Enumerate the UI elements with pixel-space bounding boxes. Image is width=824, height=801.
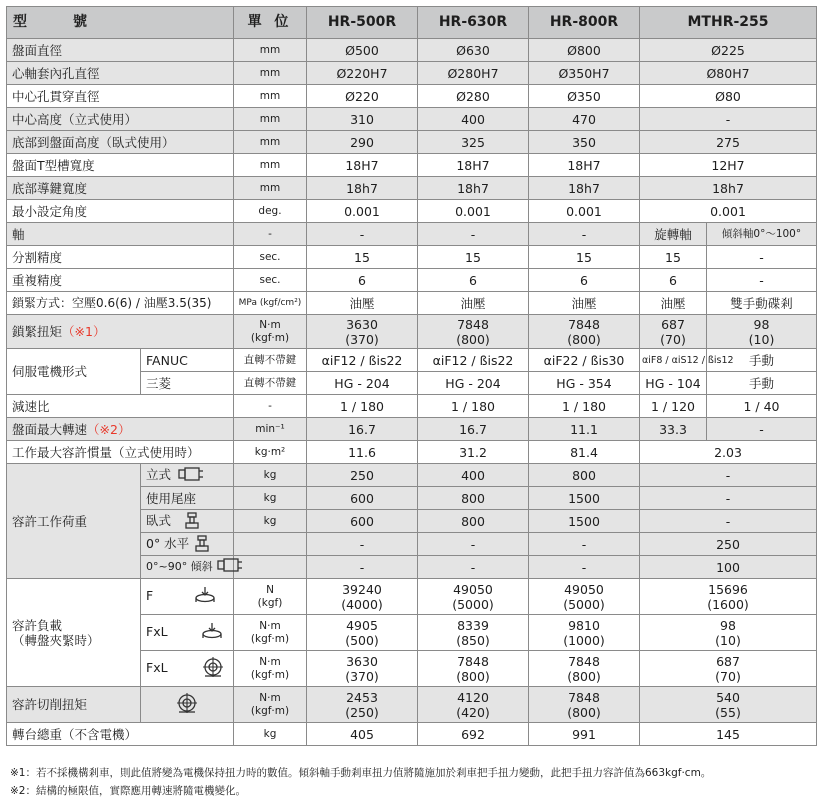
sub-label-text: F bbox=[146, 588, 154, 603]
cell-mthr255: - bbox=[640, 487, 817, 510]
cell-hr800r: 1 / 180 bbox=[529, 395, 640, 418]
cell-mthr255-tilt: 雙手動碟剎 bbox=[707, 292, 817, 315]
side-moment-icon bbox=[202, 657, 224, 680]
row-unit bbox=[234, 315, 307, 349]
cell-hr800r: - bbox=[529, 533, 640, 556]
cell-hr630r: 800 bbox=[418, 510, 529, 533]
row-bore-dia bbox=[7, 62, 817, 85]
cell-mthr255: Ø80 bbox=[640, 85, 817, 108]
footnote-1: ※1：若不採機構剎車，則此值將變為電機保持扭力時的數值。傾斜軸手動剎車扭力值將隨施加於剎車把手扭力變動，此把手扭力容許值為663kgf·cm。 bbox=[10, 767, 712, 779]
value-line: 3630 bbox=[346, 653, 378, 669]
model-header: 型 號 bbox=[7, 7, 234, 39]
row-label: 轉台總重（不含電機） bbox=[7, 723, 234, 746]
row-label: 鎖緊方式：空壓0.6(6) / 油壓3.5(35) bbox=[7, 292, 234, 315]
cell-mthr255-tilt: 1 / 40 bbox=[707, 395, 817, 418]
cell-mthr255 bbox=[640, 579, 817, 615]
cell-hr800r: 1500 bbox=[529, 487, 640, 510]
cell-mthr255-rotary: 1 / 120 bbox=[640, 395, 707, 418]
cell-mthr255: 18h7 bbox=[640, 177, 817, 200]
row-label: 心軸套內孔直徑 bbox=[7, 62, 234, 85]
value-line: 39240 bbox=[342, 581, 382, 597]
row-label: 底部到盤面高度（臥式使用） bbox=[7, 131, 234, 154]
cell-mthr255-tilt: - bbox=[707, 246, 817, 269]
row-unit: mm bbox=[234, 177, 307, 200]
cell-mthr255-rotary: 油壓 bbox=[640, 292, 707, 315]
cell-hr630r bbox=[418, 315, 529, 349]
row-unit bbox=[234, 579, 307, 615]
cell-mthr255-tilt: - bbox=[707, 269, 817, 292]
cell-hr800r bbox=[529, 615, 640, 651]
cell-hr500r: - bbox=[307, 223, 418, 246]
sub-label: 三菱 bbox=[141, 372, 234, 395]
value-line: (10) bbox=[715, 632, 741, 648]
value-line: (800) bbox=[567, 704, 601, 720]
value-line: (4000) bbox=[341, 596, 383, 612]
spec-table bbox=[6, 6, 817, 746]
row-unit: mm bbox=[234, 108, 307, 131]
group-label-line: （轉盤夾緊時） bbox=[12, 632, 100, 648]
row-unit: kg bbox=[234, 487, 307, 510]
row-label-text: 鎖緊扭矩 bbox=[12, 324, 63, 339]
row-label: 容許切削扭矩 bbox=[7, 687, 141, 723]
cell-mthr255: 145 bbox=[640, 723, 817, 746]
row-unit: MPa (kgf/cm²) bbox=[234, 292, 307, 315]
value-line: (800) bbox=[456, 331, 490, 347]
value-line: (5000) bbox=[452, 596, 494, 612]
value-line: 8339 bbox=[457, 617, 489, 633]
model-hr500r: HR-500R bbox=[307, 7, 418, 39]
cell-hr500r: 0.001 bbox=[307, 200, 418, 223]
tilt-angle-icon bbox=[216, 556, 244, 578]
value-line: 687 bbox=[716, 653, 740, 669]
cell-hr500r: 1 / 180 bbox=[307, 395, 418, 418]
cell-hr500r: 310 bbox=[307, 108, 418, 131]
cell-hr630r: 0.001 bbox=[418, 200, 529, 223]
sub-label-text: FxL bbox=[146, 624, 168, 639]
value-line: (70) bbox=[660, 331, 686, 347]
cell-hr800r: 15 bbox=[529, 246, 640, 269]
cell-mthr255: - bbox=[640, 108, 817, 131]
row-label: 最小設定角度 bbox=[7, 200, 234, 223]
cell-mthr255: 275 bbox=[640, 131, 817, 154]
cell-hr500r: 6 bbox=[307, 269, 418, 292]
cell-hr630r: Ø630 bbox=[418, 39, 529, 62]
row-unit: mm bbox=[234, 154, 307, 177]
sub-label-text: 0°~90° 傾斜 bbox=[146, 560, 213, 573]
row-unit bbox=[234, 651, 307, 687]
group-label bbox=[7, 579, 141, 687]
cell-hr800r: - bbox=[529, 556, 640, 579]
cell-mthr255: 0.001 bbox=[640, 200, 817, 223]
cell-hr630r: 油壓 bbox=[418, 292, 529, 315]
cell-mthr255: 2.03 bbox=[640, 441, 817, 464]
value-line: 540 bbox=[716, 689, 740, 705]
sub-label bbox=[141, 579, 234, 615]
value-line: 7848 bbox=[457, 316, 489, 332]
cell-hr800r bbox=[529, 687, 640, 723]
cell-hr800r: 1500 bbox=[529, 510, 640, 533]
row-label bbox=[7, 418, 234, 441]
unit-line: (kgf·m) bbox=[250, 668, 290, 681]
value-line: (1600) bbox=[707, 596, 749, 612]
row-label: 分割精度 bbox=[7, 246, 234, 269]
row-unit: kg·m² bbox=[234, 441, 307, 464]
row-unit: mm bbox=[234, 62, 307, 85]
cell-hr800r: 0.001 bbox=[529, 200, 640, 223]
row-unit bbox=[234, 615, 307, 651]
row-load-vertical bbox=[7, 464, 817, 487]
row-label: 伺服電機形式 bbox=[7, 349, 141, 395]
cell-hr630r: 6 bbox=[418, 269, 529, 292]
row-unit bbox=[234, 556, 307, 579]
cell-mthr255-rotary: αiF8 / αiS12 / ßis12 bbox=[640, 349, 707, 372]
row-servo-fanuc bbox=[7, 349, 817, 372]
sub-label bbox=[141, 615, 234, 651]
axial-force-icon bbox=[195, 586, 215, 607]
sub-label bbox=[141, 651, 234, 687]
row-label: 工作最大容許慣量（立式使用時） bbox=[7, 441, 234, 464]
value-line: (800) bbox=[567, 331, 601, 347]
cell-hr800r: Ø350H7 bbox=[529, 62, 640, 85]
footnote-ref-2: （※2） bbox=[87, 421, 131, 437]
cell-hr500r: 15 bbox=[307, 246, 418, 269]
cell-mthr255 bbox=[640, 615, 817, 651]
cell-hr500r: 600 bbox=[307, 510, 418, 533]
tilt-horizontal-icon bbox=[195, 534, 209, 555]
cell-hr630r: 18H7 bbox=[418, 154, 529, 177]
cell-mthr255: 12H7 bbox=[640, 154, 817, 177]
cell-mthr255: Ø225 bbox=[640, 39, 817, 62]
value-line: (850) bbox=[456, 632, 490, 648]
row-unit bbox=[234, 687, 307, 723]
cell-hr630r: - bbox=[418, 533, 529, 556]
cell-hr500r: αiF12 / ßis22 bbox=[307, 349, 418, 372]
cell-hr800r bbox=[529, 315, 640, 349]
value-line: (420) bbox=[456, 704, 490, 720]
cell-hr800r: 470 bbox=[529, 108, 640, 131]
cell-hr500r: 18H7 bbox=[307, 154, 418, 177]
cell-hr500r: Ø220H7 bbox=[307, 62, 418, 85]
cell-mthr255-tilt: 手動 bbox=[707, 349, 817, 372]
sub-label-text: 立式 bbox=[146, 466, 172, 482]
value-line: 49050 bbox=[564, 581, 604, 597]
row-unit: mm bbox=[234, 85, 307, 108]
cell-hr500r: 18h7 bbox=[307, 177, 418, 200]
value-line: 15696 bbox=[708, 581, 748, 597]
cell-hr800r: 800 bbox=[529, 464, 640, 487]
cell-hr800r: HG - 354 bbox=[529, 372, 640, 395]
cell-hr630r: 800 bbox=[418, 487, 529, 510]
cell-mthr255: Ø80H7 bbox=[640, 62, 817, 85]
cell-hr630r bbox=[418, 651, 529, 687]
cell-hr800r: 6 bbox=[529, 269, 640, 292]
value-line: (10) bbox=[748, 331, 775, 347]
cell-hr500r bbox=[307, 651, 418, 687]
cell-hr630r bbox=[418, 615, 529, 651]
cell-hr500r bbox=[307, 615, 418, 651]
row-through-dia bbox=[7, 85, 817, 108]
unit-line: N·m bbox=[259, 655, 281, 668]
cell-mthr255-rotary: 15 bbox=[640, 246, 707, 269]
unit-line: N·m bbox=[259, 691, 281, 704]
row-repeat-accuracy bbox=[7, 269, 817, 292]
row-base-height bbox=[7, 131, 817, 154]
cell-mthr255 bbox=[640, 651, 817, 687]
cell-hr500r: Ø500 bbox=[307, 39, 418, 62]
vertical-table-icon bbox=[177, 465, 205, 486]
unit-line: (kgf·m) bbox=[250, 331, 290, 344]
cell-hr500r: - bbox=[307, 556, 418, 579]
cell-hr800r bbox=[529, 651, 640, 687]
cell-hr630r: HG - 204 bbox=[418, 372, 529, 395]
cell-hr630r: 15 bbox=[418, 246, 529, 269]
sub-label-text: 臥式 bbox=[146, 512, 172, 528]
cell-hr630r: - bbox=[418, 223, 529, 246]
row-label: 軸 bbox=[7, 223, 234, 246]
row-max-speed bbox=[7, 418, 817, 441]
sub-label bbox=[141, 464, 234, 487]
cell-mthr255-tilt: 手動 bbox=[707, 372, 817, 395]
sub-label: FANUC bbox=[141, 349, 234, 372]
unit-line: N·m bbox=[259, 318, 281, 331]
cell-mthr255-rotary: HG - 104 bbox=[640, 372, 707, 395]
cell-mthr255-tilt: - bbox=[707, 418, 817, 441]
row-unit: kg bbox=[234, 723, 307, 746]
sub-label: 使用尾座 bbox=[141, 487, 234, 510]
cell-hr500r bbox=[307, 315, 418, 349]
cell-hr500r: 油壓 bbox=[307, 292, 418, 315]
cell-hr630r: 1 / 180 bbox=[418, 395, 529, 418]
row-label: 盤面T型槽寬度 bbox=[7, 154, 234, 177]
moment-load-icon bbox=[202, 622, 222, 643]
value-line: (1000) bbox=[563, 632, 605, 648]
row-unit: min⁻¹ bbox=[234, 418, 307, 441]
row-label: 中心孔貫穿直徑 bbox=[7, 85, 234, 108]
cell-mthr255 bbox=[640, 687, 817, 723]
value-line: 98 bbox=[753, 316, 770, 332]
sub-label-text: 0° 水平 bbox=[146, 535, 190, 551]
cell-hr800r: αiF22 / ßis30 bbox=[529, 349, 640, 372]
cell-hr630r: 18h7 bbox=[418, 177, 529, 200]
unit-line: (kgf·m) bbox=[250, 632, 290, 645]
row-weight bbox=[7, 723, 817, 746]
unit-header: 單 位 bbox=[234, 7, 307, 39]
cell-hr800r: Ø800 bbox=[529, 39, 640, 62]
cell-hr630r bbox=[418, 687, 529, 723]
row-label: 底部導鍵寬度 bbox=[7, 177, 234, 200]
cell-hr630r: 31.2 bbox=[418, 441, 529, 464]
row-unit: 直轉不帶鍵 bbox=[234, 349, 307, 372]
row-inertia bbox=[7, 441, 817, 464]
sub-label bbox=[141, 533, 234, 556]
value-line: (800) bbox=[567, 668, 601, 684]
row-unit: - bbox=[234, 223, 307, 246]
value-line: 98 bbox=[720, 617, 736, 633]
value-line: 3630 bbox=[346, 316, 378, 332]
row-tslot bbox=[7, 154, 817, 177]
value-line: (250) bbox=[345, 704, 379, 720]
value-line: 7848 bbox=[457, 653, 489, 669]
sub-label bbox=[141, 556, 234, 579]
cell-hr800r: 81.4 bbox=[529, 441, 640, 464]
value-line: 7848 bbox=[568, 653, 600, 669]
row-unit: kg bbox=[234, 464, 307, 487]
sub-label-text: FxL bbox=[146, 660, 168, 675]
cell-hr800r: - bbox=[529, 223, 640, 246]
cutting-torque-icon bbox=[176, 693, 198, 716]
cell-hr800r bbox=[529, 579, 640, 615]
cell-mthr255: - bbox=[640, 510, 817, 533]
row-clamp-type bbox=[7, 292, 817, 315]
cell-hr500r: 11.6 bbox=[307, 441, 418, 464]
value-line: 2453 bbox=[346, 689, 378, 705]
cell-hr800r: 18h7 bbox=[529, 177, 640, 200]
row-unit: sec. bbox=[234, 246, 307, 269]
cell-hr800r: Ø350 bbox=[529, 85, 640, 108]
cell-hr500r: 290 bbox=[307, 131, 418, 154]
unit-line: (kgf·m) bbox=[250, 704, 290, 717]
value-line: 49050 bbox=[453, 581, 493, 597]
cell-mthr255-rotary: 33.3 bbox=[640, 418, 707, 441]
value-line: 7848 bbox=[568, 689, 600, 705]
row-unit: - bbox=[234, 395, 307, 418]
value-line: (800) bbox=[456, 668, 490, 684]
row-unit: kg bbox=[234, 510, 307, 533]
value-line: 7848 bbox=[568, 316, 600, 332]
value-line: 687 bbox=[661, 316, 685, 332]
cell-hr800r: 991 bbox=[529, 723, 640, 746]
row-unit: deg. bbox=[234, 200, 307, 223]
row-label: 中心高度（立式使用） bbox=[7, 108, 234, 131]
cell-hr630r: αiF12 / ßis22 bbox=[418, 349, 529, 372]
value-line: 4120 bbox=[457, 689, 489, 705]
cell-hr630r: 400 bbox=[418, 108, 529, 131]
cell-hr500r: 405 bbox=[307, 723, 418, 746]
row-unit: sec. bbox=[234, 269, 307, 292]
cell-mthr255-tilt bbox=[707, 315, 817, 349]
value-line: (370) bbox=[345, 668, 379, 684]
cell-hr630r: 325 bbox=[418, 131, 529, 154]
row-axis bbox=[7, 223, 817, 246]
footnote-2: ※2：結構的極限值，實際應用轉速將隨電機變化。 bbox=[10, 785, 246, 797]
cell-hr500r: - bbox=[307, 533, 418, 556]
row-label bbox=[7, 315, 234, 349]
model-mthr255: MTHR-255 bbox=[640, 7, 817, 39]
cell-hr800r: 11.1 bbox=[529, 418, 640, 441]
cell-hr630r: 692 bbox=[418, 723, 529, 746]
value-line: 4905 bbox=[346, 617, 378, 633]
cell-hr500r: HG - 204 bbox=[307, 372, 418, 395]
cell-hr630r: - bbox=[418, 556, 529, 579]
cell-mthr255-rotary: 旋轉軸 bbox=[640, 223, 707, 246]
row-min-angle bbox=[7, 200, 817, 223]
unit-line: N·m bbox=[259, 619, 281, 632]
cell-hr630r: 16.7 bbox=[418, 418, 529, 441]
row-unit: mm bbox=[234, 131, 307, 154]
cell-hr800r: 18H7 bbox=[529, 154, 640, 177]
row-label: 重複精度 bbox=[7, 269, 234, 292]
model-hr800r: HR-800R bbox=[529, 7, 640, 39]
horizontal-table-icon bbox=[185, 511, 199, 532]
cell-mthr255: 100 bbox=[640, 556, 817, 579]
row-plate-dia bbox=[7, 39, 817, 62]
cell-hr500r bbox=[307, 579, 418, 615]
row-key-width bbox=[7, 177, 817, 200]
cell-mthr255-rotary: 6 bbox=[640, 269, 707, 292]
row-clamp-torque bbox=[7, 315, 817, 349]
header-row bbox=[7, 7, 817, 39]
row-unit bbox=[234, 533, 307, 556]
group-label-line: 容許負載 bbox=[12, 617, 63, 633]
value-line: (70) bbox=[715, 668, 741, 684]
footnote-ref-1: （※1） bbox=[62, 324, 106, 339]
value-line: 9810 bbox=[568, 617, 600, 633]
cell-hr500r: 600 bbox=[307, 487, 418, 510]
row-label: 盤面直徑 bbox=[7, 39, 234, 62]
row-label: 減速比 bbox=[7, 395, 234, 418]
value-line: (500) bbox=[345, 632, 379, 648]
cell-mthr255: 250 bbox=[640, 533, 817, 556]
cell-hr630r bbox=[418, 579, 529, 615]
cell-hr800r: 油壓 bbox=[529, 292, 640, 315]
value-line: (55) bbox=[715, 704, 741, 720]
row-cut-torque bbox=[7, 687, 817, 723]
cell-hr500r: 16.7 bbox=[307, 418, 418, 441]
cell-hr630r: Ø280H7 bbox=[418, 62, 529, 85]
model-hr630r: HR-630R bbox=[418, 7, 529, 39]
cell-hr500r: Ø220 bbox=[307, 85, 418, 108]
cell-mthr255: - bbox=[640, 464, 817, 487]
unit-line: (kgf) bbox=[257, 596, 283, 609]
row-ratio bbox=[7, 395, 817, 418]
row-label-text: 盤面最大轉速 bbox=[12, 421, 88, 437]
cell-hr500r: 250 bbox=[307, 464, 418, 487]
cell-hr500r bbox=[307, 687, 418, 723]
cell-hr630r: 400 bbox=[418, 464, 529, 487]
row-index-accuracy bbox=[7, 246, 817, 269]
value-line: (370) bbox=[345, 331, 379, 347]
icon-cell bbox=[141, 687, 234, 723]
cell-hr800r: 350 bbox=[529, 131, 640, 154]
group-label: 容許工作荷重 bbox=[7, 464, 141, 579]
sub-label bbox=[141, 510, 234, 533]
row-unit: mm bbox=[234, 39, 307, 62]
value-line: (5000) bbox=[563, 596, 605, 612]
row-center-height bbox=[7, 108, 817, 131]
cell-hr630r: Ø280 bbox=[418, 85, 529, 108]
row-allow-load-f bbox=[7, 579, 817, 615]
unit-line: N bbox=[266, 583, 274, 596]
row-unit: 直轉不帶鍵 bbox=[234, 372, 307, 395]
cell-mthr255-rotary bbox=[640, 315, 707, 349]
cell-mthr255-tilt: 傾斜軸0°～100° bbox=[707, 223, 817, 246]
